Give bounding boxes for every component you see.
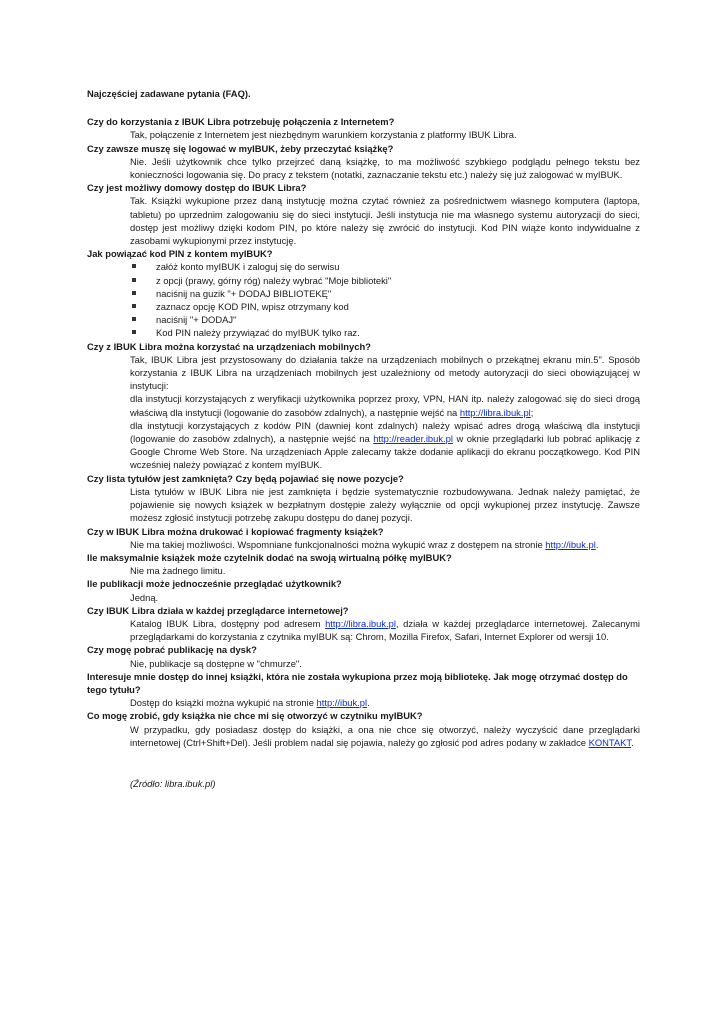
faq-question: Czy zawsze muszę się logować w myIBUK, żeby przeczytać książkę? (87, 142, 394, 154)
faq-question: Czy w IBUK Libra można drukować i kopiować fragmenty książek? (87, 525, 384, 537)
faq-question: Czy do korzystania z IBUK Libra potrzebuję połączenia z Internetem? (87, 116, 395, 128)
bullet-icon (132, 264, 136, 268)
faq-answer: Nie ma takiej możliwości. Wspomniane funkcjonalności można wykupić wraz z dostępem na stronie http://ibuk.pl. (130, 538, 599, 550)
bullet-icon (132, 304, 136, 308)
faq-answer: Tak, połączenie z Internetem jest niezbędnym warunkiem korzystania z platformy IBUK Libra. (130, 129, 517, 141)
page-title: Najczęściej zadawane pytania (FAQ). (87, 88, 251, 99)
faq-answer: Tak, IBUK Libra jest przystosowany do działania także na urządzeniach mobilnych o przekątnej ekranu min.5". Sposób korzystania z IBUK Libra na urządzeniach mobilnych jest uzależniony od metody autoryzacji do sieci obowiązującej w instytucji: dla instytucji korzystających z weryfikacji użytkownika poprzez proxy, VPN, HAN itp. należy zalogować się do sieci drogą właściwą dla instytucji (logowanie do zasobów zdalnych), a następnie wejść na http://libra.ibuk.pl; dla instytucji korzystających z kodów PIN (dawniej kont zdalnych) należy wpisać adres drogą właściwą dla instytucji (logowanie do zasobów zdalnych), a następnie wejść na http://reader.ibuk.pl w oknie przeglądarki lub pobrać aplikację z Google Chrome Web Store. Na urządzeniach Apple zalecamy także dodanie aplikacji do ekranu początkowego. Kod PIN wcześniej należy powiązać z kontem myIBUK. (130, 353, 641, 471)
contact-link[interactable]: KONTAKT (588, 736, 632, 748)
faq-question: Czy z IBUK Libra można korzystać na urządzeniach mobilnych? (87, 340, 371, 352)
faq-question: Czy jest możliwy domowy dostęp do IBUK Libra? (87, 182, 307, 194)
faq-answer: Nie, publikacje są dostępne w "chmurze". (130, 657, 302, 669)
faq-question: Jak powiązać kod PIN z kontem myIBUK? (87, 248, 273, 260)
ibuk-purchase-link[interactable]: http://ibuk.pl (316, 697, 368, 709)
faq-answer: W przypadku, gdy posiadasz dostęp do książki, a ona nie chce się otworzyć, należy wyczyścić dane przeglądarki internetowej (Ctrl+Shift+Del). Jeśli problem nadal się pojawia, należy go zgłosić pod adres podany w zakładce KONTAKT. (130, 723, 640, 748)
faq-answer: Tak. Książki wykupione przez daną instytucję można czytać również za pośrednictwem własnego komputera (laptopa, tabletu) po uprzednim zalogowaniu się do sieci instytucji. Jeśli instytucja nie ma własnego systemu autoryzacji do sieci, dostęp jest możliwy dzięki kodom PIN, po które należy się zwrócić do instytucji. Kod PIN wiąże konto indywidualne z zasobami wykupionymi przez instytucję. (130, 195, 640, 247)
pin-steps-list (87, 260, 640, 339)
faq-question: Czy lista tytułów jest zamknięta? Czy będą pojawiać się nowe pozycje? (87, 472, 404, 484)
faq-answer: Nie ma żadnego limitu. (130, 565, 226, 577)
bullet-icon (132, 291, 136, 295)
ibuk-link[interactable]: http://ibuk.pl (545, 538, 596, 550)
libra-catalog-link[interactable]: http://libra.ibuk.pl (325, 617, 396, 629)
faq-answer: Lista tytułów w IBUK Libra nie jest zamknięta i będzie systematycznie rozbudowywana. Jednak należy pamiętać, że pojawienie się nowych książek w bezpłatnym dostępie zależy wyłącznie od opcji wykupionej przez instytucję. Zawsze możesz zgłosić instytucji potrzebę zakupu dostępu do danej pozycji. (130, 485, 640, 524)
list-item: z opcji (prawy, górny róg) należy wybrać "Moje biblioteki" (132, 274, 640, 287)
faq-question: Czy IBUK Libra działa w każdej przeglądarce internetowej? (87, 604, 349, 616)
faq-answer: Nie. Jeśli użytkownik chce tylko przejrzeć daną książkę, to ma możliwość szybkiego podglądu pełnego tekstu bez konieczności logowania się. Do pracy z tekstem (notatki, zaznaczanie tekstu etc.) należy się już zalogować w myIBUK. (130, 155, 640, 181)
list-item: załóż konto myIBUK i zaloguj się do serwisu (132, 260, 640, 273)
list-item: naciśnij "+ DODAJ" (132, 313, 640, 326)
faq-answer: Jedną. (130, 591, 159, 603)
bullet-icon (132, 317, 136, 321)
faq-answer: Dostęp do książki można wykupić na stronie http://ibuk.pl. (130, 697, 370, 709)
list-item: naciśnij na guzik "+ DODAJ BIBLIOTEKĘ" (132, 287, 640, 300)
list-item: zaznacz opcję KOD PIN, wpisz otrzymany kod (132, 300, 640, 313)
faq-question: Interesuje mnie dostęp do innej książki, która nie została wykupiona przez moją bibliotekę. Jak mogę otrzymać dostęp do tego tytułu? (87, 670, 628, 695)
faq-answer: Katalog IBUK Libra, dostępny pod adresem http://libra.ibuk.pl, działa w każdej przeglądarce internetowej. Zalecanymi przeglądarkami do korzystania z czytnika myIBUK są: Chrom, Mozilla Firefox, Safari, Internet Explorer od wersji 10. (130, 617, 640, 643)
bullet-icon (132, 330, 136, 334)
list-item: Kod PIN należy przywiązać do myIBUK tylko raz. (132, 326, 640, 339)
faq-question: Ile publikacji może jednocześnie przeglądać użytkownik? (87, 578, 342, 590)
bullet-icon (132, 278, 136, 282)
faq-question: Ile maksymalnie książek może czytelnik dodać na swoją wirtualną półkę myIBUK? (87, 551, 452, 563)
faq-question: Co mogę zrobić, gdy książka nie chce mi się otworzyć w czytniku myIBUK? (87, 710, 423, 722)
libra-link[interactable]: http://libra.ibuk.pl (459, 406, 531, 418)
reader-link[interactable]: http://reader.ibuk.pl (373, 433, 453, 445)
faq-question: Czy mogę pobrać publikację na dysk? (87, 644, 257, 656)
faq-content (87, 87, 640, 790)
source-note: (Źródło: libra.ibuk.pl) (130, 777, 216, 789)
